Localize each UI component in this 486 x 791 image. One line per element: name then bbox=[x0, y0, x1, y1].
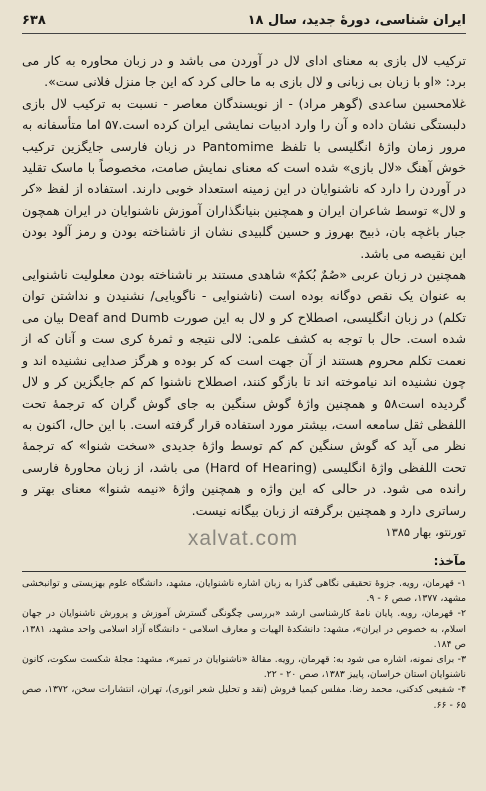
paragraph: همچنین در زبان عربی «صُمٌ بُکمٌ» شاهدی مستند بر ناشناخته بودن معلولیت ناشنوایی به عنوان یک نقص دوگانه بوده است (ناشنوایی - ناگویایی/ نشنیدن و نداشتن توان تکلم) در زبان انگلیسی، اصطلاح کر و لال به این صورت Deaf and Dumb بیان می شده است. حال با توجه به کشف علمی: لالی نتیجه و ثمرۀ کری ست و آنان که از نعمت تکلم محروم هستند از آن جهت است که کر بوده و هرگز صدایی نشنیده اند و چون نشنیده اند نیاموخته اند تا بازگو کنند، اصطلاح ناشنوا کم کم جایگزین کر و لال گردیده است۵۸ و همچنین واژۀ گوش سنگین به جای گوش گران که ترجمۀ تحت اللفظی ثقل سامعه است، بیشتر مورد استفاده قرار گرفته است. با این حال، اکنون به نظر می آید که گوش سنگین کم کم توسط واژۀ جدیدی «سخت شنوا» که ترجمۀ تحت اللفظی واژۀ انگلیسی (Hard of Hearing) می باشد، از زبان محاورۀ فارسی رانده می شود. در حالی که این واژه و همچنین واژۀ «نیمه شنوا» معنای بهتر و رساتری دارد و همچنین برگرفته از زبان بیگانه نیست. bbox=[22, 267, 466, 518]
article-body bbox=[22, 50, 466, 541]
source-item: ۴- شفیعی کدکنی، محمد رضا. مفلس کیمیا فروش (نقد و تحلیل شعر انوری)، تهران، انتشارات سخن، ۱۳۷۲، صص ۶۵ - ۶۶. bbox=[22, 684, 467, 711]
journal-title: ایران شناسی، دورۀ جدید، سال ۱۸ bbox=[247, 13, 466, 28]
page-number: ۶۳۸ bbox=[22, 13, 46, 28]
paragraph: ترکیب لال بازی به معنای ادای لال در آوردن می باشد و در زبان محاوره به کار می برد: «او با زبان بی زبانی و لال بازی به ما حالی کرد که این جا منزل فلانی ست». bbox=[22, 53, 466, 90]
paragraph: غلامحسین ساعدی (گوهر مراد) - از نویسندگان معاصر - نسبت به ترکیب لال بازی دلبستگی نشان داده و آن را وارد ادبیات نمایشی ایران کرده است.۵۷ اما متأسفانه به مرور زمان واژۀ انگلیسی با تلفظ Pantomime در زبان فارسی جایگزین ترکیب خوش آهنگ «لال بازی» شده است که معنای نمایش صامت، مخصوصاً با ماسک تقلید در آوردن را دارد که ناشنوایان در این زمینه استعداد خوبی دارند. استفاده از لفظ «کر و لال» توسط شاعران ایران و همچنین بنیانگذاران آموزش ناشنوایان در ایران همچون جبار باغچه بان، ذبیح بهروز و حسین گلبیدی نشان از ناشناخته بودن و رمز آلود بودن این نقیصه می باشد. bbox=[22, 95, 466, 261]
sources-list bbox=[22, 576, 466, 713]
place-date-signature: تورنتو، بهار ۱۳۸۵ bbox=[385, 524, 466, 539]
running-header bbox=[22, 12, 466, 34]
source-item: ۳- برای نمونه، اشاره می شود به: قهرمان، رویه. مقالۀ «ناشنوایان در تمبر»، مشهد: مجلۀ شکست سکوت، کانون ناشنوایان استان خراسان، پاییز ۱۳۸۳، صص ۲۰ - ۲۲. bbox=[22, 653, 466, 681]
sources-heading: مآخذ: bbox=[433, 553, 466, 568]
watermark: xalvat.com bbox=[187, 527, 299, 550]
source-item: ۱- قهرمان، رویه. جزوۀ تحقیقی نگاهی گذرا به زبان اشاره ناشنوایان، مشهد، دانشگاه علوم بهزیستی و توانبخشی مشهد، ۱۳۷۷، صص ۶ - ۹. bbox=[22, 577, 466, 605]
source-item: ۲- قهرمان، رویه. پایان نامۀ کارشناسی ارشد «بررسی چگونگی گسترش آموزش و پرورش ناشنوایان در جهان اسلام، به خصوص در ایران»، مشهد: دانشکدۀ الهیات و معارف اسلامی - دانشگاه آزاد اسلامی واحد مشهد، ۱۳۸۱، ص ۱۸۴. bbox=[22, 608, 466, 650]
sources-divider bbox=[22, 571, 466, 572]
